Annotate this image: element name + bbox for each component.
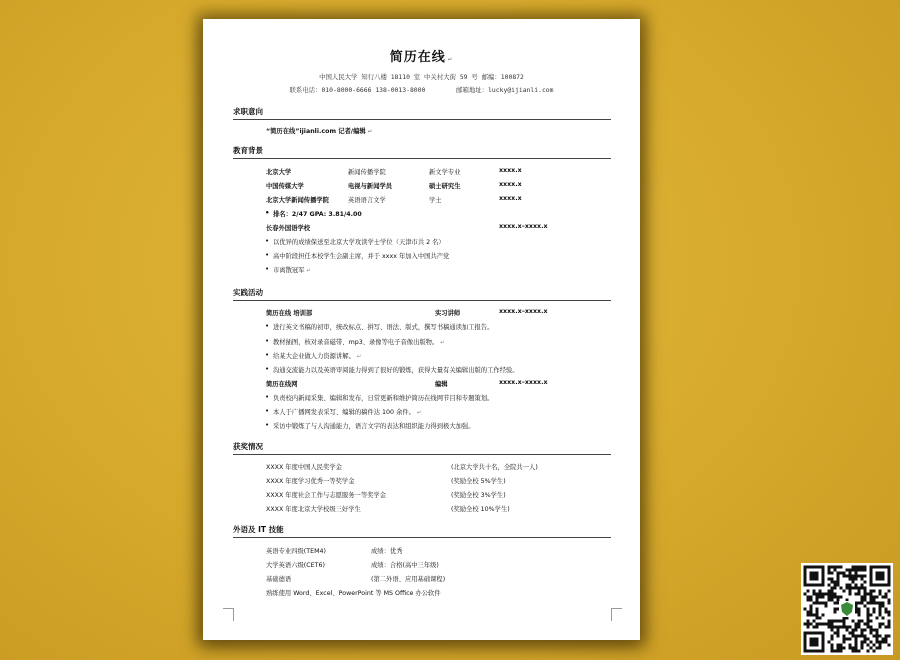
job-bullet: • 沟通交流能力以及英语审阅能力得到了很好的锻炼，获得大量有关编辑出版的工作经验。: [273, 365, 519, 374]
job-bullet: • 本人于广播网发表采写、编辑的稿件达 100 余件。 ↵: [273, 407, 422, 416]
qr-code-graphic: [801, 563, 893, 655]
edu-bullet: • 以优异的成绩保送至北京大学攻读学士学位（天津市共 2 名）: [273, 237, 445, 246]
objective-text: “简历在线”ijianli.com 记者/编辑 ↵: [266, 128, 373, 135]
edu-major: 学士: [429, 197, 442, 204]
job-date: xxxx.x–xxxx.x: [499, 308, 548, 315]
award-note: (奖励全校 5%学生): [451, 478, 506, 485]
award-note: (北京大学共十名，全院共一人): [451, 464, 538, 471]
edu-date: xxxx.x: [499, 167, 522, 174]
award-name: XXXX 年度社会工作与志愿服务一等奖学金: [266, 492, 387, 499]
job-bullet: • 负责校内新闻采集、编辑和发布，日常更新和维护简历在线网节目和专题策划。: [273, 393, 493, 402]
job-date: xxxx.x–xxxx.x: [499, 379, 548, 386]
section-header-skills: 外语及 IT 技能: [233, 524, 611, 538]
edu-school: 长春外国语学校: [266, 225, 311, 232]
edu-date: xxxx.x: [499, 195, 522, 202]
resume-page: [203, 19, 640, 640]
edu-date: xxxx.x: [499, 181, 522, 188]
edu-school: 北京大学: [266, 169, 292, 176]
edu-bullet: • 市离散冠军 ↵: [273, 265, 311, 274]
page-corner-mark: [223, 608, 234, 621]
edu-bullet: • 高中阶段担任本校学生会副主席，并于 xxxx 年加入中国共产党: [273, 251, 449, 260]
award-name: XXXX 年度中国人民奖学金: [266, 464, 342, 471]
page-corner-mark: [611, 608, 622, 621]
skill-note: 成绩：合格(高中三年级): [371, 562, 439, 569]
edu-dept: 电视与新闻学员: [348, 183, 393, 190]
job-bullet: • 进行英文书稿的初审，统改标点、拼写、语法、版式，撰写书稿通读加工报告。: [273, 322, 493, 331]
skill-name: 大学英语六级(CET6): [266, 562, 325, 569]
job-bullet: • 给某大企业做人力资源讲解。 ↵: [273, 351, 361, 360]
section-header-practice: 实践活动: [233, 287, 611, 301]
contact-email: 邮箱地址：lucky@ijianli.com: [456, 86, 554, 94]
award-note: (奖励全校 10%学生): [451, 506, 510, 513]
contact-phone-email: [203, 85, 640, 94]
contact-address: 中国人民大学 知行八楼 18110 室 中关村大街 59 号 邮编：100872: [319, 73, 524, 81]
edu-rank: • 排名：2/47 GPA: 3.81/4.00: [273, 209, 362, 218]
resume-title: 简历在线 ↵: [389, 50, 454, 65]
job-role: 实习讲师: [435, 310, 461, 317]
edu-dept: 新闻传播学院: [348, 169, 386, 176]
skill-name: 英语专业四级(TEM4): [266, 548, 326, 555]
skill-name: 熟练使用 Word、Excel、PowerPoint 等 MS Office 办公软件: [266, 590, 441, 597]
skill-note: (第二外语、应用基础课程): [371, 576, 446, 583]
job-bullet: • 教材插图，核对录音磁带、mp3、录像等电子音像出版物。 ↵: [273, 337, 445, 346]
job-org: 简历在线网: [266, 381, 298, 388]
contact-phone: 联系电话：010-8000-6666 138-0013-8000: [289, 86, 426, 94]
edu-school: 北京大学新闻传播学院: [266, 197, 329, 204]
section-header-awards: 获奖情况: [233, 441, 611, 455]
edu-dept: 英语语言文学: [348, 197, 386, 204]
edu-school: 中国传媒大学: [266, 183, 304, 190]
skill-note: 成绩：优秀: [371, 548, 403, 555]
award-name: XXXX 年度学习优秀一等奖学金: [266, 478, 355, 485]
job-role: 编辑: [435, 381, 448, 388]
section-header-objective: 求职意向: [233, 106, 611, 120]
edu-major: 硕士研究生: [429, 183, 461, 190]
section-header-education: 教育背景: [233, 145, 611, 159]
edu-major: 新文学专业: [429, 169, 461, 176]
award-name: XXXX 年度北京大学校级三好学生: [266, 506, 361, 513]
job-org: 简历在线 培训部: [266, 310, 313, 317]
qr-code-image: [801, 563, 893, 655]
skill-name: 基础德语: [266, 576, 292, 583]
edu-date: xxxx.x–xxxx.x: [499, 223, 548, 230]
award-note: (奖励全校 3%学生): [451, 492, 506, 499]
job-bullet: • 采访中锻炼了与人沟通能力，语言文字的表达和组织能力得到极大加强。: [273, 421, 475, 430]
